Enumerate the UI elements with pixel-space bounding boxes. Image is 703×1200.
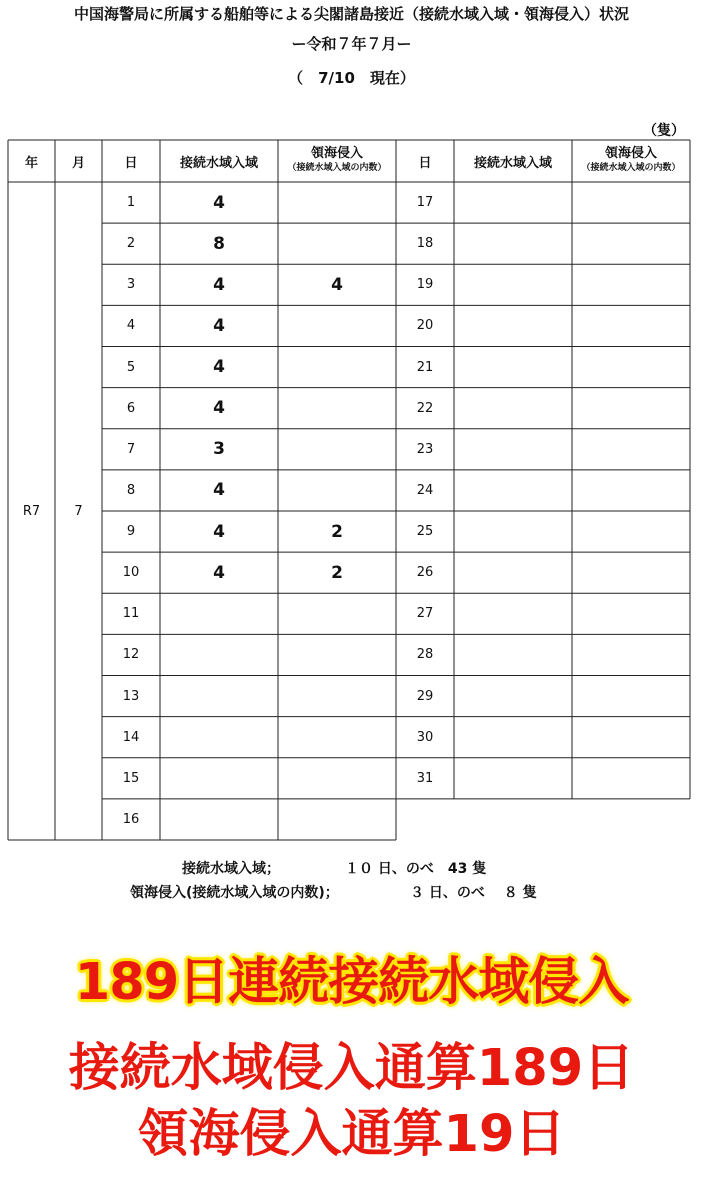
summary-contiguous-value: １０ 日、のべ 43 隻 — [345, 861, 487, 877]
territorial-count-cell — [278, 182, 396, 223]
contiguous-count-cell — [454, 429, 572, 470]
day-cell: 3 — [126, 277, 136, 293]
day-cell: 15 — [122, 770, 140, 786]
contiguous-count-cell — [454, 511, 572, 552]
territorial-count-cell — [572, 347, 690, 388]
territorial-count-cell — [572, 429, 690, 470]
contiguous-count-cell — [454, 552, 572, 593]
territorial-count-cell — [572, 717, 690, 758]
day-cell: 4 — [126, 318, 136, 334]
year-cell: R7 — [22, 503, 41, 519]
day-cell: 23 — [416, 441, 434, 457]
day-cell: 19 — [416, 277, 434, 293]
territorial-count-cell — [278, 593, 396, 634]
contiguous-count-cell — [160, 717, 278, 758]
day-cell: 24 — [416, 482, 434, 498]
territorial-count-cell — [572, 676, 690, 717]
day-cell: 10 — [122, 565, 140, 581]
territorial-count-cell — [278, 305, 396, 346]
day-cell: 7 — [126, 441, 136, 457]
contiguous-count-cell: 4 — [213, 480, 225, 501]
contiguous-count-cell — [160, 799, 278, 840]
document-subtitle: ー令和７年７月ー — [291, 35, 412, 53]
day-cell: 20 — [416, 318, 434, 334]
contiguous-count-cell — [454, 717, 572, 758]
territorial-count-cell — [572, 264, 690, 305]
contiguous-count-cell — [160, 676, 278, 717]
contiguous-count-cell — [454, 264, 572, 305]
col-header-day-2: 日 — [418, 155, 432, 171]
territorial-count-cell — [572, 511, 690, 552]
day-cell: 31 — [416, 770, 434, 786]
day-cell: 29 — [416, 688, 434, 704]
contiguous-count-cell — [160, 758, 278, 799]
col-header-territorial-label: 領海侵入 — [310, 146, 363, 161]
territorial-count-cell — [278, 388, 396, 429]
col-header-year: 年 — [24, 155, 38, 171]
day-cell: 13 — [122, 688, 140, 704]
col-header-territorial — [278, 140, 396, 182]
col-header-territorial-note-2: （接続水域入域の内数） — [581, 163, 681, 173]
territorial-count-cell — [278, 799, 396, 840]
col-header-territorial-2 — [572, 140, 690, 182]
territorial-count-cell — [278, 347, 396, 388]
day-cell: 21 — [416, 359, 434, 375]
month-cell: 7 — [74, 503, 83, 519]
day-cell: 28 — [416, 647, 434, 663]
as-of-date: （ 7/10 現在） — [288, 69, 415, 87]
day-cell: 2 — [126, 236, 136, 252]
contiguous-count-cell — [454, 182, 572, 223]
territorial-count-cell — [572, 182, 690, 223]
territorial-count-cell — [278, 634, 396, 675]
day-cell: 6 — [126, 400, 136, 416]
contiguous-count-cell: 4 — [213, 315, 225, 336]
territorial-count-cell — [278, 717, 396, 758]
territorial-count-cell — [572, 552, 690, 593]
total-contiguous-banner: 接続水域侵入通算189日 — [68, 1039, 635, 1098]
contiguous-count-cell — [454, 676, 572, 717]
contiguous-count-cell — [454, 593, 572, 634]
day-cell: 30 — [416, 729, 434, 745]
territorial-count-cell: 4 — [331, 274, 343, 295]
contiguous-count-cell — [454, 305, 572, 346]
streak-banner: 189日連続接続水域侵入 — [74, 953, 629, 1012]
summary-territorial-value: ３ 日、のべ ８ 隻 — [410, 885, 537, 901]
day-cell: 11 — [122, 606, 140, 622]
summary-territorial-label: 領海侵入(接続水域入域の内数)； — [130, 885, 339, 901]
day-cell: 18 — [416, 236, 434, 252]
col-header-contiguous-2: 接続水域入域 — [473, 155, 552, 171]
contiguous-count-cell — [160, 634, 278, 675]
contiguous-count-cell — [454, 388, 572, 429]
unit-label: （隻） — [643, 123, 685, 139]
territorial-count-cell — [278, 470, 396, 511]
territorial-count-cell — [572, 634, 690, 675]
contiguous-count-cell — [454, 470, 572, 511]
contiguous-count-cell — [454, 634, 572, 675]
summary-contiguous-label: 接続水域入域； — [182, 861, 280, 877]
day-cell: 27 — [416, 606, 434, 622]
col-header-day: 日 — [124, 155, 138, 171]
contiguous-count-cell — [454, 758, 572, 799]
contiguous-count-cell: 4 — [213, 357, 225, 378]
contiguous-count-cell: 4 — [213, 521, 225, 542]
day-cell: 22 — [416, 400, 434, 416]
territorial-count-cell — [572, 593, 690, 634]
territorial-count-cell — [572, 305, 690, 346]
contiguous-count-cell: 4 — [213, 562, 225, 583]
territorial-count-cell — [572, 388, 690, 429]
contiguous-count-cell: 8 — [213, 233, 225, 254]
contiguous-count-cell — [454, 223, 572, 264]
document-title: 中国海警局に所属する船舶等による尖閣諸島接近（接続水域入域・領海侵入）状況 — [73, 5, 629, 23]
contiguous-count-cell — [160, 593, 278, 634]
day-cell: 14 — [122, 729, 140, 745]
col-header-contiguous: 接続水域入域 — [179, 155, 258, 171]
col-header-territorial-label-2: 領海侵入 — [604, 146, 657, 161]
day-cell: 16 — [122, 811, 140, 827]
total-territorial-banner: 領海侵入通算19日 — [137, 1105, 566, 1164]
contiguous-count-cell: 4 — [213, 274, 225, 295]
territorial-count-cell — [278, 223, 396, 264]
day-cell: 8 — [126, 482, 136, 498]
col-header-month: 月 — [71, 155, 85, 171]
day-cell: 17 — [416, 195, 434, 211]
territorial-count-cell — [572, 470, 690, 511]
col-header-territorial-note: （接続水域入域の内数） — [287, 163, 387, 173]
day-cell: 12 — [122, 647, 140, 663]
day-cell: 5 — [126, 359, 136, 375]
territorial-count-cell — [572, 223, 690, 264]
territorial-count-cell — [572, 758, 690, 799]
territorial-count-cell: 2 — [331, 562, 343, 583]
territorial-count-cell — [278, 676, 396, 717]
day-cell: 25 — [416, 524, 434, 540]
day-cell: 26 — [416, 565, 434, 581]
contiguous-count-cell: 3 — [213, 439, 225, 460]
contiguous-count-cell — [454, 347, 572, 388]
day-cell: 1 — [126, 195, 136, 211]
contiguous-count-cell: 4 — [213, 398, 225, 419]
territorial-count-cell: 2 — [331, 521, 343, 542]
territorial-count-cell — [278, 429, 396, 470]
day-cell: 9 — [126, 524, 136, 540]
contiguous-count-cell: 4 — [213, 192, 225, 213]
territorial-count-cell — [278, 758, 396, 799]
